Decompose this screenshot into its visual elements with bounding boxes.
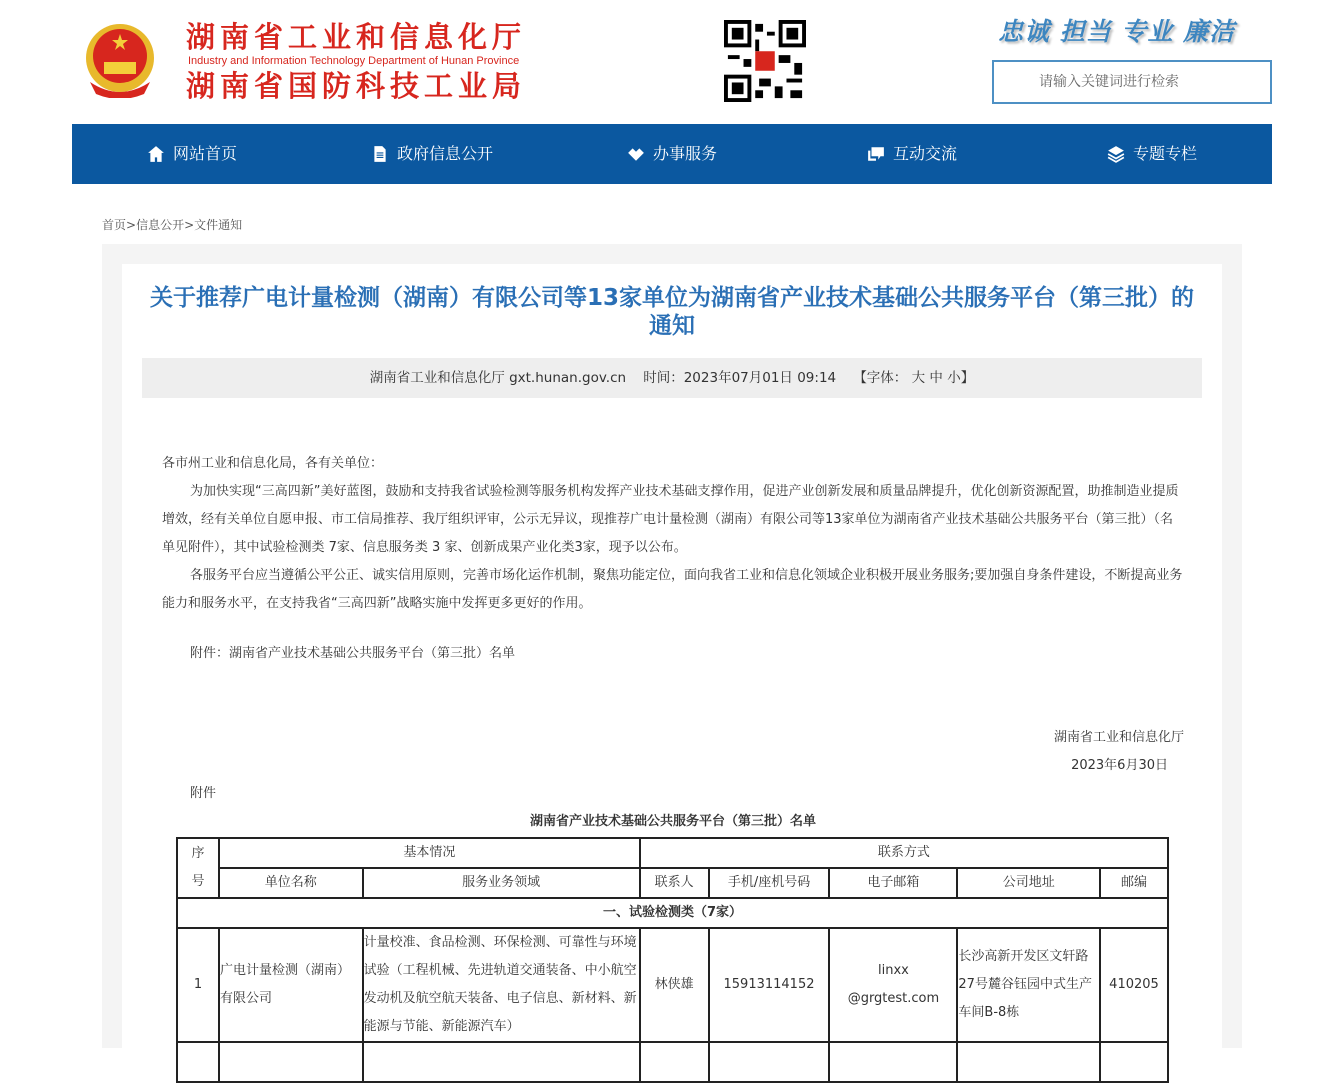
next-row-cell (219, 1042, 363, 1082)
table-row (177, 928, 1168, 1042)
breadcrumb-notice[interactable]: 文件通知 (194, 218, 243, 232)
article-title: 关于推荐广电计量检测（湖南）有限公司等13家单位为湖南省产业技术基础公共服务平台（第三批）的通知 (150, 285, 1195, 339)
cell-phone: 15913114152 (709, 928, 830, 1042)
home-icon (147, 145, 165, 163)
cell-seq: 1 (177, 928, 219, 1042)
search-input[interactable]: 请输入关键词进行检索 (992, 60, 1272, 104)
next-row-cell (709, 1042, 830, 1082)
document-icon (371, 145, 389, 163)
cell-field: 计量校准、食品检测、环保检测、可靠性与环境试验（工程机械、先进轨道交通装备、中小航空发动机及航空航天装备、电子信息、新材料、新能源与节能、新能源汽车） (363, 928, 640, 1042)
font-size-label: 【字体： (853, 370, 908, 386)
nav-label: 专题专栏 (1132, 144, 1197, 163)
header-seq: 序号 (177, 838, 219, 898)
cell-address: 长沙高新开发区文轩路27号麓谷钰园中式生产车间B-8栋 (957, 928, 1100, 1042)
nav-label: 互动交流 (892, 144, 957, 163)
font-large[interactable]: 大 (911, 370, 926, 386)
col-address: 公司地址 (957, 868, 1100, 898)
article-meta (142, 358, 1202, 398)
header-basic: 基本情况 (219, 838, 640, 868)
next-row-cell (363, 1042, 640, 1082)
next-row-cell (640, 1042, 709, 1082)
next-row-cell (1100, 1042, 1168, 1082)
nav-label: 政府信息公开 (396, 144, 493, 163)
signature: 湖南省工业和信息化厅 (1053, 730, 1184, 745)
next-row-cell (957, 1042, 1100, 1082)
platform-table (176, 837, 1169, 1083)
source: 湖南省工业和信息化厅 gxt.hunan.gov.cn (369, 370, 627, 386)
font-small[interactable]: 小 (947, 370, 961, 386)
col-phone: 手机/座机号码 (709, 868, 830, 898)
section-heading: 一、试验检测类（7家） (177, 898, 1168, 928)
header-contact: 联系方式 (640, 838, 1168, 868)
col-name: 单位名称 (219, 868, 363, 898)
font-medium[interactable]: 中 (929, 370, 943, 386)
main-nav (72, 124, 1272, 184)
cell-zip: 410205 (1100, 928, 1168, 1042)
paragraph-1: 为加快实现“三高四新”美好蓝图，鼓励和支持我省试验检测等服务机构发挥产业技术基础支撑作用，促进产业创新发展和质量品牌提升，优化创新资源配置，助推制造业提质增效，经有关单位自愿申报、市工信局推荐、我厅组织评审，公示无异议，现推荐广电计量检测（湖南）有限公司等13家单位为湖南省产业技术基础公共服务平台（第三批）（名单见附件），其中试验检测类 7家、信息服务类 3 家、创新成果产业化类3家，现予以公布。 (162, 484, 1179, 555)
cell-email: linxx @grgtest.com (829, 928, 957, 1042)
attachment-label: 附件 (190, 786, 217, 801)
nav-services[interactable] (552, 124, 792, 184)
nav-interaction[interactable] (792, 124, 1032, 184)
next-row-cell (829, 1042, 957, 1082)
breadcrumb-info[interactable]: 信息公开 (136, 218, 185, 232)
sign-date: 2023年6月30日 (1071, 758, 1168, 773)
next-row-cell (177, 1042, 219, 1082)
handshake-icon (627, 145, 645, 163)
article-body (162, 450, 1184, 1083)
paragraph-2: 各服务平台应当遵循公平公正、诚实信用原则，完善市场化运作机制，聚焦功能定位，面向我省工业和信息化领域企业积极开展业务服务;要加强自身条件建设，不断提高业务能力和服务水平，在支持我省“三高四新”战略实施中发挥更多更好的作用。 (162, 568, 1183, 611)
table-title: 湖南省产业技术基础公共服务平台（第三批）名单 (529, 814, 816, 829)
breadcrumb-home[interactable]: 首页 (102, 218, 127, 232)
slogan: 忠诚 担当 专业 廉洁 (998, 17, 1236, 46)
publish-time: 时间：2023年07月01日 09:14 (643, 370, 837, 386)
nav-home[interactable] (72, 124, 312, 184)
col-field: 服务业务领域 (363, 868, 640, 898)
logo-title-1: 湖南省工业和信息化厅 (186, 20, 527, 54)
cell-name: 广电计量检测（湖南）有限公司 (219, 928, 363, 1042)
logo-english: Industry and Information Technology Department of Hunan Province (188, 55, 520, 67)
salutation: 各市州工业和信息化局，各有关单位： (162, 456, 384, 471)
col-email: 电子邮箱 (829, 868, 957, 898)
col-zip: 邮编 (1100, 868, 1168, 898)
font-size-end: 】 (960, 370, 975, 386)
nav-label: 办事服务 (652, 144, 717, 163)
logo-title-2: 湖南省国防科技工业局 (186, 69, 527, 103)
cell-contact: 林侠雄 (640, 928, 709, 1042)
national-emblem-logo (84, 22, 156, 98)
qr-code (724, 20, 806, 102)
col-contact: 联系人 (640, 868, 709, 898)
breadcrumb: 首页>信息公开>文件通知 (102, 218, 243, 232)
nav-gov-info[interactable] (312, 124, 552, 184)
layers-icon (1107, 145, 1125, 163)
attachment-link[interactable]: 附件：湖南省产业技术基础公共服务平台（第三批）名单 (190, 646, 516, 661)
nav-label: 网站首页 (172, 144, 237, 163)
nav-topics[interactable] (1032, 124, 1272, 184)
chat-icon (867, 145, 885, 163)
